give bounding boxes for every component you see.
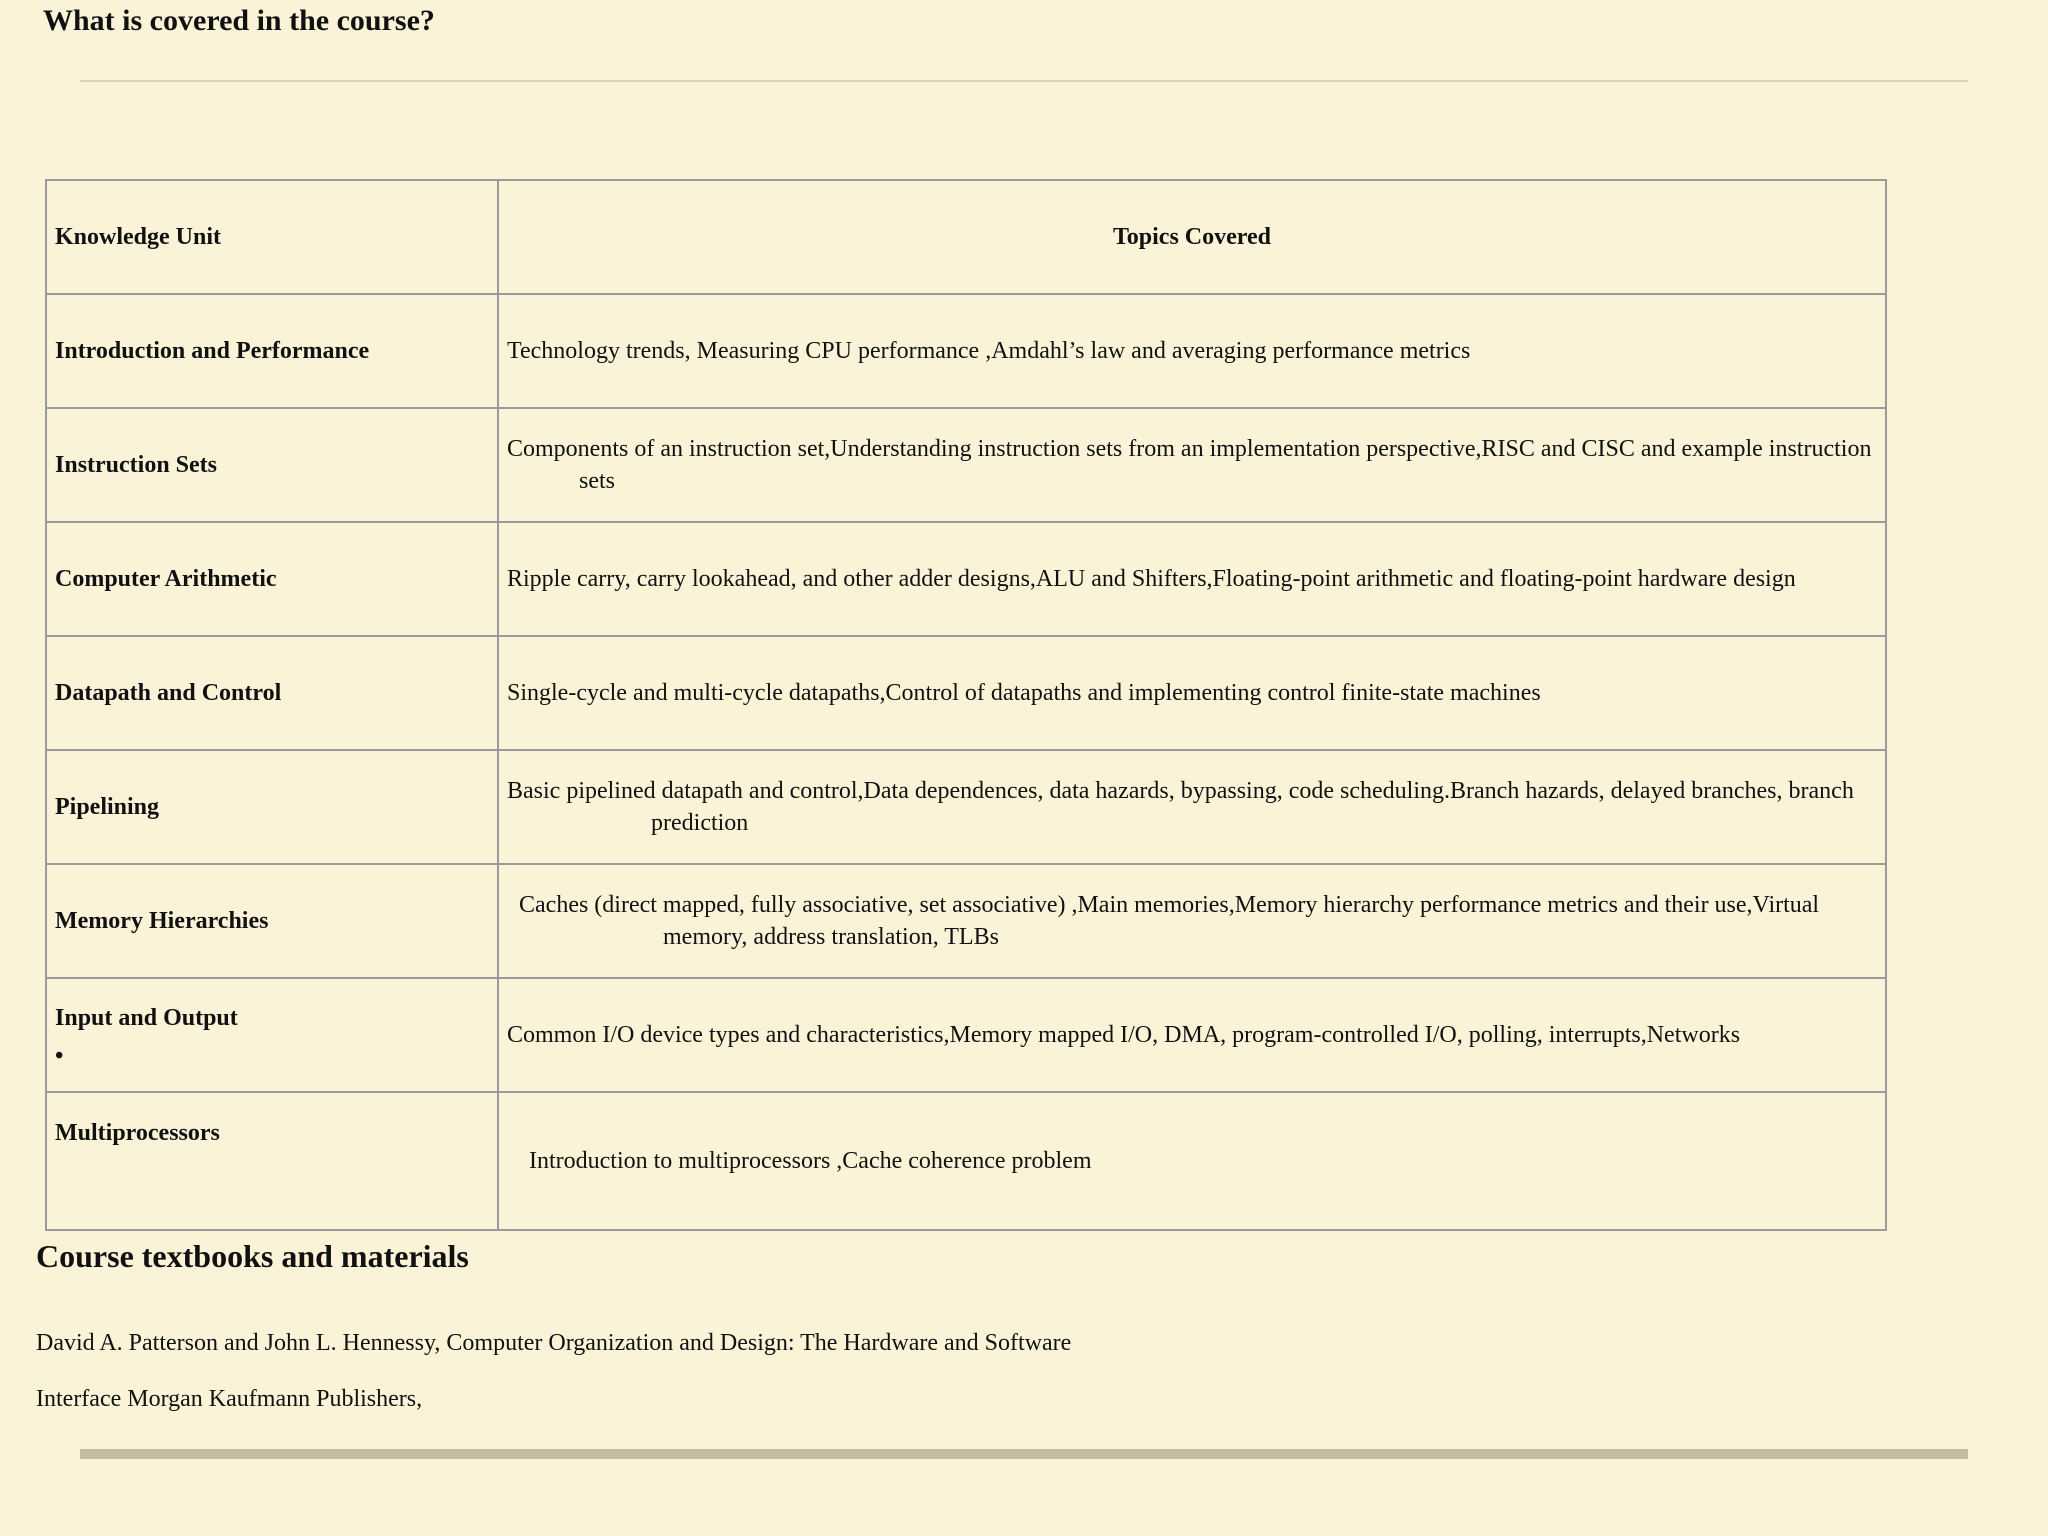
topics-text: Basic pipelined datapath and control,Data dependences, data hazards, bypassing, code scheduling.Branch hazards, delayed branches, branch prediction	[507, 778, 1854, 836]
header-topics-covered: Topics Covered	[498, 180, 1886, 294]
topics-cell	[498, 408, 1886, 522]
topics-cell	[498, 978, 1886, 1092]
table-row	[46, 978, 1886, 1092]
unit-label: Input and Output	[55, 1005, 238, 1031]
topics-text: Common I/O device types and characteristics,Memory mapped I/O, DMA, program-controlled I/O, polling, interrupts,Networks	[507, 1022, 1741, 1048]
top-divider	[80, 80, 1968, 82]
topics-text: Introduction to multiprocessors ,Cache coherence problem	[529, 1148, 1092, 1174]
table-row	[46, 636, 1886, 750]
topics-cell	[498, 1092, 1886, 1230]
topics-cell	[498, 750, 1886, 864]
unit-cell: Pipelining	[46, 750, 498, 864]
page-title: What is covered in the course?	[43, 4, 435, 37]
table-row	[46, 522, 1886, 636]
unit-cell: Multiprocessors	[46, 1092, 498, 1230]
table-row	[46, 408, 1886, 522]
course-topics-table	[45, 179, 1887, 1231]
topics-cell	[498, 864, 1886, 978]
topics-text: Technology trends, Measuring CPU performance ,Amdahl’s law and averaging performance metrics	[507, 338, 1471, 364]
table-header-row	[46, 180, 1886, 294]
bullet-mark: •	[55, 1043, 64, 1069]
textbook-line-2: Interface Morgan Kaufmann Publishers,	[36, 1386, 423, 1412]
unit-cell: Computer Arithmetic	[46, 522, 498, 636]
textbooks-heading: Course textbooks and materials	[36, 1238, 469, 1274]
table-row	[46, 1092, 1886, 1230]
table-row	[46, 864, 1886, 978]
unit-cell: Introduction and Performance	[46, 294, 498, 408]
unit-cell	[46, 978, 498, 1092]
unit-cell: Datapath and Control	[46, 636, 498, 750]
topics-cell	[498, 636, 1886, 750]
unit-cell: Instruction Sets	[46, 408, 498, 522]
topics-text: Ripple carry, carry lookahead, and other adder designs,ALU and Shifters,Floating-point arithmetic and floating-point hardware design	[507, 566, 1796, 592]
bottom-divider	[80, 1449, 1968, 1459]
topics-text: Single-cycle and multi-cycle datapaths,Control of datapaths and implementing control finite-state machines	[507, 680, 1541, 706]
table-row	[46, 750, 1886, 864]
table-row	[46, 294, 1886, 408]
header-knowledge-unit: Knowledge Unit	[46, 180, 498, 294]
textbook-line-1: David A. Patterson and John L. Hennessy, Computer Organization and Design: The Hardware and Software	[36, 1330, 1072, 1356]
topics-text: Caches (direct mapped, fully associative, set associative) ,Main memories,Memory hierarchy performance metrics and their use,Virtual memory, address translation, TLBs	[519, 892, 1820, 950]
topics-text: Components of an instruction set,Understanding instruction sets from an implementation perspective,RISC and CISC and example instruction sets	[507, 436, 1872, 494]
unit-cell: Memory Hierarchies	[46, 864, 498, 978]
topics-cell	[498, 294, 1886, 408]
topics-cell	[498, 522, 1886, 636]
